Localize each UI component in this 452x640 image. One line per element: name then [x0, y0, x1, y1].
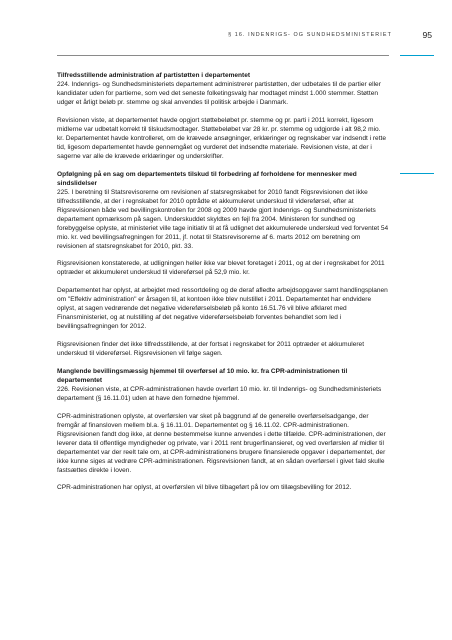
section-paragraph [57, 71, 389, 107]
section-paragraph [57, 367, 389, 403]
body-text [57, 71, 389, 501]
section-heading: Opfølgning på en sag om departementets tilskud til forbedring af forholdene for mennesker med sindslidelser [57, 170, 357, 187]
paragraph-text: 226. Revisionen viste, at CPR-administrationen havde overført 10 mio. kr. til Indenrigs- og Sundhedsministeriets departement (§ 16.11.01) uden at have den fornødne hjemmel. [57, 385, 382, 402]
paragraph: CPR-administrationen oplyste, at overførslen var sket på baggrund af de generelle overførselsadgange, der fremgår af finansloven mellem bl.a. § 16.11.01. Departementet og § 16.11.02. CPR-administrationen. Rigsrevisionen fandt dog ikke, at denne bestemmelse kunne anvendes i dette tilfælde. CPR-administrationen, der leverer data til offentlige myndigheder og private, var i 2011 rent brugerfinansieret, og ved overførslen af midler til departementet var der reelt tale om, at CPR-administrationens brugere finansierede opgaver i departementet, der ikke kunne siges at vedrøre CPR-administrationen. Rigsrevisionen fandt, at en sådan overførsel i givet fald skulle fastsættes direkte i loven. [57, 412, 386, 474]
margin-accent-rule [400, 173, 434, 174]
section-heading: Tilfredsstillende administration af partistøtten i departementet [57, 72, 251, 79]
paragraph: Revisionen viste, at departementet havde opgjort støttebeløbet pr. stemme og pr. parti i 2011 korrekt, ligesom midlerne var udbetalt korrekt til tilskudsmodtager. Støttebeløbet var 28 kr. pr. stemme og udgjorde i alt 98,2 mio. kr. Departementet havde kontrolleret, om de krævede ansøgninger, erklæringer og regnskaber var indsendt i rette tid, ligesom departementet havde gennemgået og vurderet det indsendte materiale. Revisionen viste, at der i sagerne var alle de krævede erklæringer og underskrifter. [57, 116, 386, 160]
paragraph-text: 225. I beretning til Statsrevisorerne om revisionen af statsregnskabet for 2010 fandt Rigsrevisionen det ikke tilfredsstillende, at der i regnskabet for 2010 optrådte et akkumuleret underskud til videreførsel, efter at Rigsrevisionen både ved bevillingskontrollen for 2008 og 2009 havde gjort Indenrigs- og Sundhedsministeriets departement opmærksom på sagen. Underskuddet skyldtes en fejl fra 2004. Ministeren for sundhed og forebyggelse oplyste, at ministeriet ville tage initiativ til at få udlignet det akkumulerede underskud ved forventet 54 mio. kr. ved bevillingsafregningen for 2011, jf. notat til Statsrevisorerne af 6. marts 2012 om beretning om revisionen af statsregnskabet for 2010, pkt. 33. [57, 188, 389, 250]
paragraph: Departementet har oplyst, at arbejdet med ressortdeling og de deraf afledte arbejdsopgaver samt handlingsplanen om "Effektiv administration" er årsagen til, at kontoen ikke blev nulstillet i 2011. Departementet har endvidere oplyst, at sagen vedrørende det negative videreførselsbeløb på konto 16.51.76 vil blive afklaret med Finansministeriet, og at nulstilling af det negative videreførselsbeløb forventes behandlet som led i bevillingsafregningen for 2012. [57, 287, 388, 331]
header-rule [57, 55, 389, 56]
paragraph: Rigsrevisionen konstaterede, at udligningen heller ikke var blevet foretaget i 2011, og at der i regnskabet for 2011 optræder et akkumuleret underskud til videreførsel på 52,9 mio. kr. [57, 260, 385, 277]
paragraph: Rigsrevisionen finder det ikke tilfredsstillende, at der fortsat i regnskabet for 2011 optræder et akkumuleret underskud til videreførsel. Rigsrevisionen vil følge sagen. [57, 340, 365, 357]
margin-accent-rule [400, 55, 434, 56]
paragraph: CPR-administrationen har oplyst, at overførslen vil blive tilbageført på lov om tillægsbevilling for 2012. [57, 484, 352, 492]
page-header [0, 31, 452, 45]
paragraph-text: 224. Indenrigs- og Sundhedsministeriets departement administrerer partistøtten, der udbetales til de partier eller kandidater uden for partierne, som ved det seneste folketingsvalg har modtaget mindst 1.000 stemmer. Støtten udgør et årligt beløb pr. stemme og skal anvendes til politisk arbejde i Danmark. [57, 81, 381, 106]
section-heading: Manglende bevillingsmæssig hjemmel til overførsel af 10 mio. kr. fra CPR-administrationen til departementet [57, 367, 348, 384]
running-head: § 16. INDENRIGS- OG SUNDHEDSMINISTERIET [228, 32, 392, 38]
section-paragraph [57, 170, 389, 251]
page-number: 95 [422, 30, 432, 40]
